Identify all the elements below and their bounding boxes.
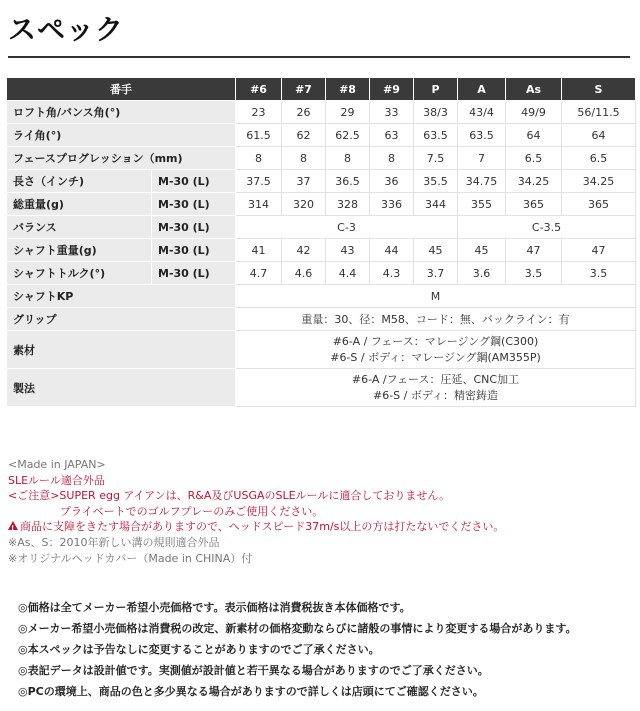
row-label: ロフト角/バンス角(°) — [7, 101, 236, 124]
table-row — [7, 170, 636, 193]
cell: 6.5 — [506, 147, 562, 170]
cell: 64 — [562, 124, 636, 147]
row-label: ライ角(°) — [7, 124, 236, 147]
cell: 33 — [370, 101, 414, 124]
cell — [236, 331, 636, 369]
header-cell: A — [458, 78, 506, 101]
table-row — [7, 262, 636, 285]
cell: 328 — [326, 193, 370, 216]
warning-icon — [8, 521, 18, 530]
table-row — [7, 285, 636, 308]
cell: 63.5 — [414, 124, 458, 147]
shaft-label: M-30 (L) — [152, 239, 236, 262]
cell: 47 — [506, 239, 562, 262]
cell: 336 — [370, 193, 414, 216]
table-row — [7, 147, 636, 170]
title-divider — [8, 56, 630, 58]
cell: 44 — [370, 239, 414, 262]
header-cell: #7 — [282, 78, 326, 101]
note-groove-rule: ※As、S：2010年新しい溝の規則適合外品 — [8, 535, 220, 549]
table-row — [7, 369, 636, 407]
row-label: 長さ（インチ) — [7, 170, 152, 193]
row-label: フェースプログレッション（mm) — [7, 147, 236, 170]
table-row — [7, 101, 636, 124]
cell: 34.75 — [458, 170, 506, 193]
row-label: 総重量(g) — [7, 193, 152, 216]
disclaimer-item: ◎PCの環境上、商品の色と多少異なる場合がありますので詳しくは店頭にてご確認ください。 — [18, 685, 484, 698]
cell: 4.6 — [282, 262, 326, 285]
shaft-label: M-30 (L) — [152, 170, 236, 193]
cell-line: #6-A / フェース：マレージング鋼(C300) — [332, 334, 539, 348]
shaft-label: M-30 (L) — [152, 193, 236, 216]
cell: C-3 — [236, 216, 458, 239]
cell: 365 — [506, 193, 562, 216]
cell: 42 — [282, 239, 326, 262]
cell: 41 — [236, 239, 282, 262]
row-label: シャフト重量(g) — [7, 239, 152, 262]
page-title: スペック — [8, 13, 125, 46]
cell-line: #6-A /フェース：圧延、CNC加工 — [351, 372, 520, 386]
header-cell: S — [562, 78, 636, 101]
cell: 8 — [326, 147, 370, 170]
cell: 34.25 — [562, 170, 636, 193]
cell: 365 — [562, 193, 636, 216]
cell: 4.3 — [370, 262, 414, 285]
cell: 63.5 — [458, 124, 506, 147]
note-headspeed — [8, 519, 633, 535]
header-cell: P — [414, 78, 458, 101]
row-label: シャフトKP — [7, 285, 236, 308]
cell — [236, 369, 636, 407]
row-label: 素材 — [7, 331, 236, 369]
disclaimer-item: ◎表記データは設計値です。実測値が設計値と若干異なる場合がありますのでご了承ください。 — [18, 664, 489, 677]
disclaimer-item: ◎価格は全てメーカー希望小売価格です。表示価格は消費税抜き本体価格です。 — [18, 601, 411, 614]
disclaimer-item: ◎メーカー希望小売価格は消費税の改定、新素材の価格変動ならびに諸般の事情により変更する場合があります。 — [18, 622, 577, 635]
cell: 26 — [282, 101, 326, 124]
cell: 63 — [370, 124, 414, 147]
cell: 8 — [370, 147, 414, 170]
note-headcover: ※オリジナルヘッドカバー（Made in CHINA）付 — [8, 551, 253, 565]
table-row — [7, 124, 636, 147]
table-row — [7, 216, 636, 239]
cell: 3.5 — [506, 262, 562, 285]
cell: 37.5 — [236, 170, 282, 193]
cell: C-3.5 — [458, 216, 636, 239]
row-label: グリップ — [7, 308, 236, 331]
row-label: バランス — [7, 216, 152, 239]
note-made-in: <Made in JAPAN> — [8, 458, 106, 471]
cell: 45 — [414, 239, 458, 262]
notes-section — [8, 457, 633, 566]
cell: 355 — [458, 193, 506, 216]
row-label: 製法 — [7, 369, 236, 407]
cell: 4.4 — [326, 262, 370, 285]
cell: 4.7 — [236, 262, 282, 285]
note-private-play: プライベートでのゴルフプレーのみご使用ください。 — [60, 504, 324, 518]
cell: 37 — [282, 170, 326, 193]
cell-line: #6-S / ボディ：精密鋳造 — [373, 388, 498, 402]
note-sle: SLEルール適合外品 — [8, 473, 105, 487]
note-caution: <ご注意>SUPER egg アイアンは、R&A及びUSGAのSLEルールに適合しておりません。 — [8, 489, 450, 503]
cell: 6.5 — [562, 147, 636, 170]
cell: 49/9 — [506, 101, 562, 124]
cell: 3.7 — [414, 262, 458, 285]
header-cell: #9 — [370, 78, 414, 101]
cell: 36.5 — [326, 170, 370, 193]
cell: 重量：30、径：M58、コード：無、バックライン：有 — [236, 308, 636, 331]
cell: 62 — [282, 124, 326, 147]
shaft-label: M-30 (L) — [152, 216, 236, 239]
table-row — [7, 193, 636, 216]
cell: 43 — [326, 239, 370, 262]
cell: 7 — [458, 147, 506, 170]
disclaimer-item: ◎本スペックは予告なしに変更することがありますのでご了承ください。 — [18, 643, 380, 656]
spec-header-row — [7, 78, 636, 101]
cell-line: #6-S / ボディ：マレージング鋼(AM355P) — [330, 350, 541, 364]
note-headspeed-text: 商品に支障をきたす場合がありますので、ヘッドスピード37m/s以上の方は打たないでください。 — [20, 520, 505, 534]
cell: 61.5 — [236, 124, 282, 147]
header-cell: #8 — [326, 78, 370, 101]
cell: 314 — [236, 193, 282, 216]
cell: 344 — [414, 193, 458, 216]
table-row — [7, 308, 636, 331]
table-row — [7, 331, 636, 369]
header-cell: #6 — [236, 78, 282, 101]
cell: 7.5 — [414, 147, 458, 170]
cell: 43/4 — [458, 101, 506, 124]
table-row — [7, 239, 636, 262]
row-label: シャフトトルク(°) — [7, 262, 152, 285]
cell: 64 — [506, 124, 562, 147]
spec-table — [6, 77, 636, 407]
cell: M — [236, 285, 636, 308]
cell: 29 — [326, 101, 370, 124]
cell: 62.5 — [326, 124, 370, 147]
cell: 56/11.5 — [562, 101, 636, 124]
header-cell: 番手 — [7, 78, 236, 101]
cell: 38/3 — [414, 101, 458, 124]
cell: 47 — [562, 239, 636, 262]
cell: 8 — [282, 147, 326, 170]
cell: 35.5 — [414, 170, 458, 193]
cell: 23 — [236, 101, 282, 124]
cell: 34.25 — [506, 170, 562, 193]
cell: 3.6 — [458, 262, 506, 285]
header-cell: As — [506, 78, 562, 101]
cell: 36 — [370, 170, 414, 193]
shaft-label: M-30 (L) — [152, 262, 236, 285]
disclaimer-list — [18, 597, 630, 702]
cell: 3.5 — [562, 262, 636, 285]
cell: 45 — [458, 239, 506, 262]
cell: 320 — [282, 193, 326, 216]
cell: 8 — [236, 147, 282, 170]
